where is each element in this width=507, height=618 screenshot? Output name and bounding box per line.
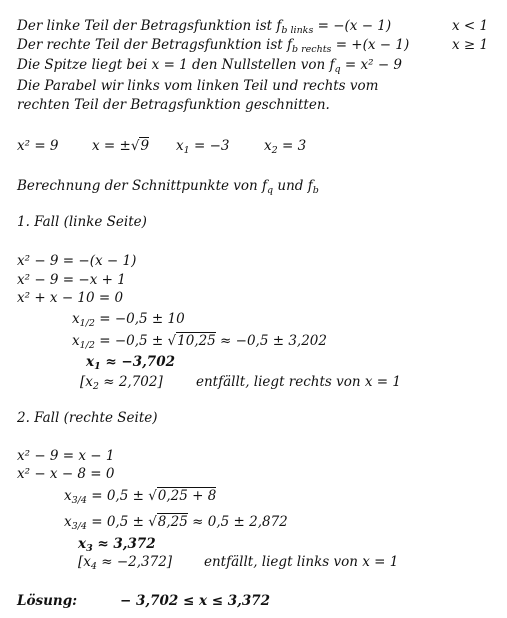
var-x: x	[72, 311, 80, 327]
f-subscript: b	[312, 185, 319, 196]
case2-eq2: x² − x − 8 = 0	[17, 466, 115, 482]
var-subscript: 4	[90, 561, 97, 572]
intro-left-condition: x < 1	[452, 18, 489, 34]
intro-line-peak	[17, 57, 402, 73]
f-symbol: f	[287, 37, 292, 53]
discard-pre: [x	[80, 374, 93, 390]
var-x: x	[78, 536, 87, 552]
case2-x3-value: ≈ 3,372	[92, 536, 156, 552]
intro-line-left-part	[17, 18, 391, 34]
var-subscript: 2	[271, 145, 278, 156]
intro-line-right-part	[17, 37, 409, 53]
case1-eq1: x² − 9 = −(x − 1)	[17, 253, 137, 269]
case1-eq4-value: = −0,5 ± 10	[94, 311, 185, 327]
var-subscript: 2	[92, 381, 99, 392]
var-x: x	[176, 138, 184, 154]
root-b-pre: x = ±	[92, 138, 131, 154]
case2-discard-note: entfällt, liegt links von x = 1	[204, 554, 399, 570]
root-eq-a: x² = 9	[17, 138, 59, 154]
discard-value: ≈ 2,702]	[98, 374, 163, 390]
var-x: x	[72, 333, 80, 349]
sqrt-sign: √	[130, 138, 140, 154]
case2-eq1: x² − 9 = x − 1	[17, 448, 115, 464]
case1-eq5	[72, 333, 327, 349]
case1-eq3: x² + x − 10 = 0	[17, 290, 124, 306]
case2-eq4-post: ≈ 0,5 ± 2,872	[187, 514, 288, 530]
heading-text: Berechnung der Schnittpunkte von	[17, 178, 263, 194]
root-x2-value: = 3	[277, 138, 307, 154]
f-subscript: b links	[281, 25, 314, 36]
sqrt-radicand: 8,25	[157, 514, 188, 530]
case1-result-x1	[86, 354, 175, 370]
case1-eq5-post: ≈ −0,5 ± 3,202	[215, 333, 327, 349]
heading-and: und	[273, 178, 308, 194]
right-expression: = +(x − 1)	[331, 37, 410, 53]
case2-eq3-pre: = 0,5 ±	[86, 488, 149, 504]
f-subscript: b rechts	[292, 44, 332, 55]
solution-label: Lösung:	[17, 593, 78, 609]
intro-peak-text: Die Spitze liegt bei x = 1 den Nullstellen von	[17, 57, 330, 73]
root-x1-value: = −3	[189, 138, 230, 154]
var-subscript: 1	[94, 361, 101, 372]
case1-eq4	[72, 311, 185, 327]
sqrt-sign: √	[148, 488, 157, 504]
intro-right-condition: x ≥ 1	[452, 37, 489, 53]
var-subscript: 1/2	[79, 340, 95, 351]
case1-discard-note: entfällt, liegt rechts von x = 1	[196, 374, 401, 390]
case2-result-x3	[78, 536, 156, 552]
var-x: x	[64, 514, 72, 530]
case1-eq2: x² − 9 = −x + 1	[17, 272, 126, 288]
sqrt-sign: √	[148, 514, 157, 530]
parabola-expression: = x² − 9	[340, 57, 403, 73]
f-symbol: f	[262, 178, 268, 194]
f-subscript: q	[267, 185, 274, 196]
intro-line-cut: rechten Teil der Betragsfunktion geschnitten.	[17, 97, 330, 113]
var-subscript: 1	[183, 145, 190, 156]
discard-pre: [x	[78, 554, 91, 570]
var-subscript: 3/4	[71, 495, 87, 506]
left-expression: = −(x − 1)	[313, 18, 392, 34]
case1-eq5-pre: = −0,5 ±	[94, 333, 168, 349]
var-x: x	[264, 138, 272, 154]
sqrt-sign: √	[167, 333, 177, 349]
case2-eq4	[64, 514, 288, 530]
case2-eq3	[64, 488, 216, 504]
sqrt-radicand: 9	[140, 138, 150, 154]
root-x1	[176, 138, 229, 154]
var-x: x	[64, 488, 72, 504]
var-subscript: 3/4	[71, 521, 87, 532]
intersection-heading	[17, 178, 319, 194]
case2-eq4-pre: = 0,5 ±	[86, 514, 149, 530]
sqrt-radicand: 0,25 + 8	[157, 488, 217, 504]
var-x: x	[86, 354, 95, 370]
f-symbol: f	[307, 178, 313, 194]
intro-line-parabola: Die Parabel wir links vom linken Teil und rechts vom	[17, 78, 379, 94]
f-subscript: q	[334, 64, 341, 75]
solution-value: − 3,702 ≤ x ≤ 3,372	[120, 593, 271, 609]
case2-discard-x4	[78, 554, 172, 570]
case2-title: 2. Fall (rechte Seite)	[17, 410, 158, 426]
root-x2	[264, 138, 306, 154]
root-eq-b	[92, 138, 149, 154]
case1-title: 1. Fall (linke Seite)	[17, 214, 147, 230]
var-subscript: 1/2	[79, 318, 95, 329]
intro-right-text: Der rechte Teil der Betragsfunktion ist	[17, 37, 287, 53]
case1-discard-x2	[80, 374, 163, 390]
case1-x1-value: ≈ −3,702	[100, 354, 175, 370]
sqrt-radicand: 10,25	[177, 333, 216, 349]
f-symbol: f	[329, 57, 335, 73]
var-subscript: 3	[86, 543, 93, 554]
discard-value: ≈ −2,372]	[96, 554, 173, 570]
f-symbol: f	[276, 18, 282, 34]
intro-left-text: Der linke Teil der Betragsfunktion ist	[17, 18, 277, 34]
